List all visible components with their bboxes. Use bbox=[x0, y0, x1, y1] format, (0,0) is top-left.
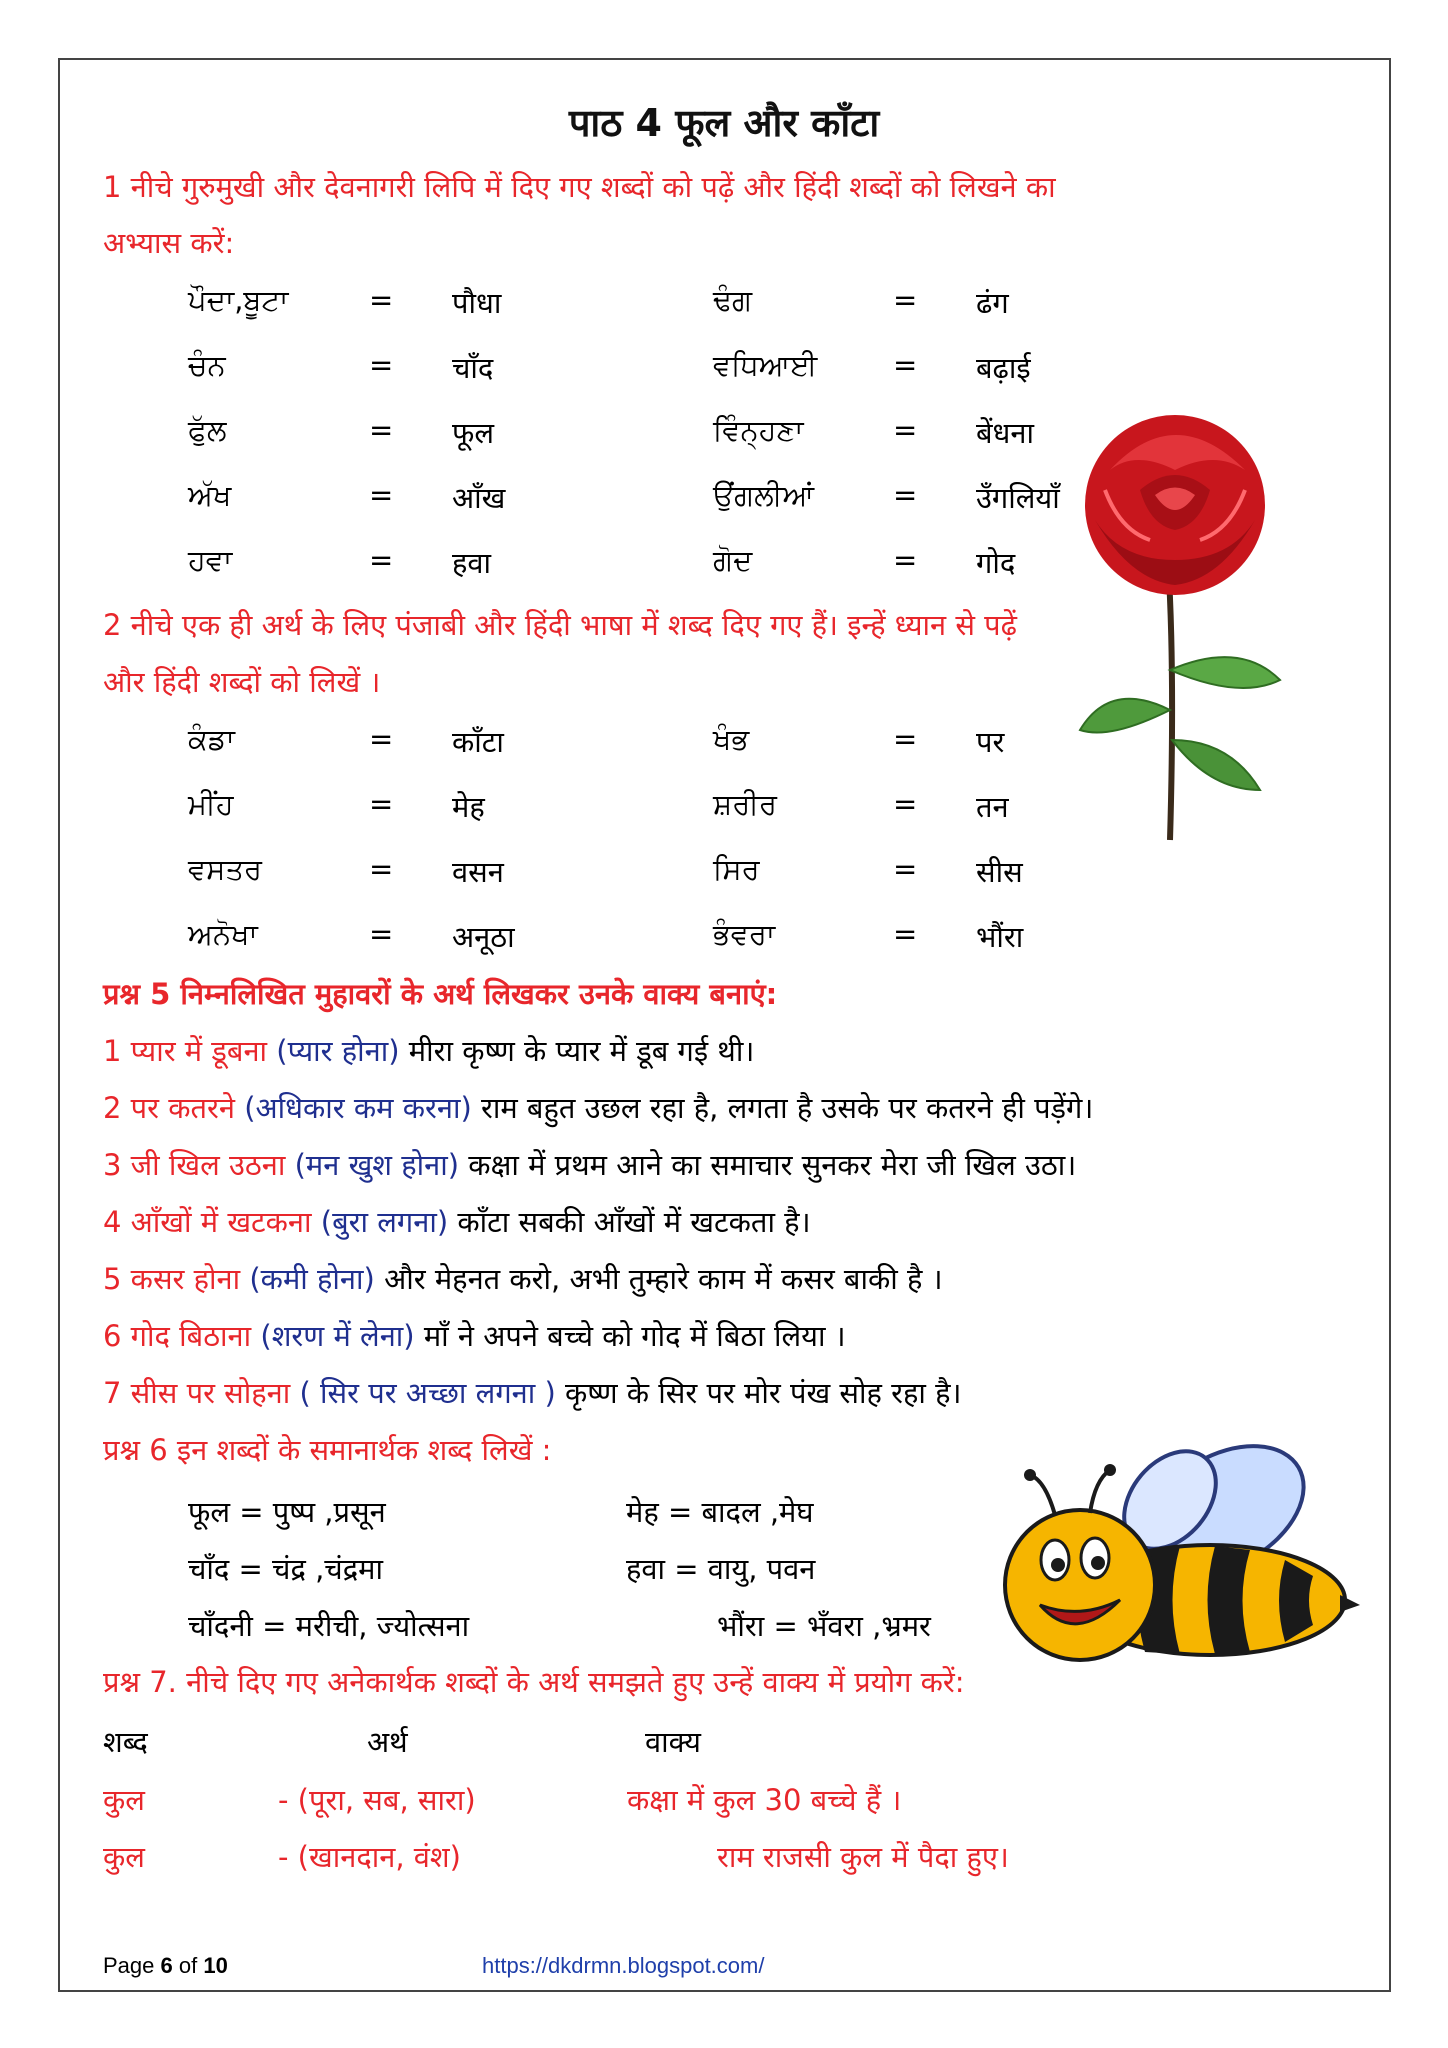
idiom: 2 पर कतरने bbox=[103, 1091, 235, 1125]
synonym-right: भौंरा = भँवरा ,भ्रमर bbox=[717, 1609, 931, 1643]
punjabi-word: ਅਨੋਖਾ bbox=[188, 917, 258, 951]
punjabi-word: ਵਸਤਰ bbox=[188, 852, 263, 886]
col-header-meaning: अर्थ bbox=[367, 1725, 408, 1759]
idiom-item bbox=[103, 1373, 962, 1413]
equals-sign: = bbox=[893, 787, 918, 821]
idiom-sentence: और मेहनत करो, अभी तुम्हारे काम में कसर बाकी है । bbox=[384, 1262, 943, 1296]
hindi-word: सीस bbox=[976, 855, 1023, 889]
idiom-sentence: कक्षा में प्रथम आने का समाचार सुनकर मेरा जी खिल उठा। bbox=[468, 1148, 1077, 1182]
punjabi-word: ਮੀਂਹ bbox=[188, 787, 234, 821]
hindi-word: गोद bbox=[976, 546, 1016, 580]
punjabi-word: ਅੱਖ bbox=[188, 478, 232, 512]
idiom-sentence: मीरा कृष्ण के प्यार में डूब गई थी। bbox=[408, 1034, 755, 1068]
page-total: 10 bbox=[203, 1953, 228, 1978]
page-prefix: Page bbox=[103, 1953, 161, 1978]
equals-sign: = bbox=[369, 478, 394, 512]
synonym-left: चाँद = चंद्र ,चंद्रमा bbox=[188, 1552, 383, 1586]
hindi-word: बढ़ाई bbox=[976, 351, 1031, 385]
homonym-sentence: कक्षा में कुल 30 बच्चे हैं । bbox=[627, 1783, 902, 1817]
equals-sign: = bbox=[369, 917, 394, 951]
punjabi-word: ਗੋਦ bbox=[713, 543, 753, 577]
homonym-meaning: - (पूरा, सब, सारा) bbox=[278, 1783, 476, 1817]
homonym-word: कुल bbox=[103, 1783, 145, 1817]
homonym-word: कुल bbox=[103, 1840, 145, 1874]
page-of: of bbox=[172, 1953, 204, 1978]
idiom-meaning: (कमी होना) bbox=[249, 1262, 375, 1296]
idiom-meaning: (मन खुश होना) bbox=[294, 1148, 460, 1182]
punjabi-word: ਸਿਰ bbox=[713, 852, 760, 886]
synonym-right: मेह = बादल ,मेघ bbox=[626, 1495, 814, 1529]
equals-sign: = bbox=[369, 722, 394, 756]
hindi-word: भौंरा bbox=[976, 920, 1024, 954]
idiom-item bbox=[103, 1088, 1093, 1128]
idiom-meaning: (शरण में लेना) bbox=[260, 1319, 415, 1353]
q5-heading: प्रश्न 5 निम्नलिखित मुहावरों के अर्थ लिखकर उनके वाक्य बनाएं: bbox=[103, 977, 778, 1011]
synonym-left: फूल = पुष्प ,प्रसून bbox=[188, 1495, 386, 1529]
q1-instruction-line1: 1 नीचे गुरुमुखी और देवनागरी लिपि में दिए गए शब्दों को पढ़ें और हिंदी शब्दों को लिखने का bbox=[103, 170, 1056, 204]
punjabi-word: ਵਧਿਆਈ bbox=[713, 348, 818, 382]
page-number bbox=[103, 1953, 228, 1979]
idiom-meaning: ( सिर पर अच्छा लगना ) bbox=[299, 1376, 556, 1410]
punjabi-word: ਉਂਗਲੀਆਂ bbox=[713, 478, 815, 512]
hindi-word: पर bbox=[976, 725, 1005, 759]
punjabi-word: ਖੰਭ bbox=[713, 722, 750, 756]
idiom: 1 प्यार में डूबना bbox=[103, 1034, 268, 1068]
col-header-sentence: वाक्य bbox=[645, 1725, 701, 1759]
equals-sign: = bbox=[893, 283, 918, 317]
hindi-word: बेंधना bbox=[976, 416, 1035, 450]
equals-sign: = bbox=[893, 917, 918, 951]
idiom-meaning: (अधिकार कम करना) bbox=[244, 1091, 472, 1125]
punjabi-word: ਪੌਦਾ,ਬੂਟਾ bbox=[188, 283, 289, 317]
homonym-meaning: - (खानदान, वंश) bbox=[278, 1840, 461, 1874]
equals-sign: = bbox=[893, 852, 918, 886]
idiom-meaning: (प्यार होना) bbox=[276, 1034, 400, 1068]
equals-sign: = bbox=[369, 348, 394, 382]
punjabi-word: ਸ਼ਰੀਰ bbox=[713, 787, 778, 821]
idiom: 5 कसर होना bbox=[103, 1262, 241, 1296]
hindi-word: आँख bbox=[452, 481, 506, 515]
equals-sign: = bbox=[369, 787, 394, 821]
bee-illustration bbox=[995, 1420, 1365, 1670]
punjabi-word: ਵਿੰਨ੍ਹਣਾ bbox=[713, 413, 804, 447]
equals-sign: = bbox=[893, 413, 918, 447]
hindi-word: काँटा bbox=[452, 725, 504, 759]
idiom-item bbox=[103, 1145, 1076, 1185]
q2-instruction-line2: और हिंदी शब्दों को लिखें । bbox=[103, 665, 381, 699]
idiom: 3 जी खिल उठना bbox=[103, 1148, 286, 1182]
equals-sign: = bbox=[369, 852, 394, 886]
synonym-left: चाँदनी = मरीची, ज्योत्सना bbox=[188, 1609, 470, 1643]
equals-sign: = bbox=[369, 283, 394, 317]
rose-illustration bbox=[1050, 410, 1330, 850]
synonym-right: हवा = वायु, पवन bbox=[626, 1552, 816, 1586]
hindi-word: मेह bbox=[452, 790, 485, 824]
hindi-word: ढंग bbox=[976, 286, 1009, 320]
equals-sign: = bbox=[893, 722, 918, 756]
idiom-sentence: राम बहुत उछल रहा है, लगता है उसके पर कतरने ही पड़ेंगे। bbox=[481, 1091, 1094, 1125]
hindi-word: वसन bbox=[452, 855, 504, 889]
punjabi-word: ਭੰਵਰਾ bbox=[713, 917, 776, 951]
idiom-sentence: कृष्ण के सिर पर मोर पंख सोह रहा है। bbox=[565, 1376, 962, 1410]
idiom: 7 सीस पर सोहना bbox=[103, 1376, 291, 1410]
equals-sign: = bbox=[369, 413, 394, 447]
punjabi-word: ਫੁੱਲ bbox=[188, 413, 227, 447]
punjabi-word: ਚੰਨ bbox=[188, 348, 226, 382]
idiom-item bbox=[103, 1031, 754, 1071]
idiom-sentence: काँटा सबकी आँखों में खटकता है। bbox=[457, 1205, 811, 1239]
hindi-word: तन bbox=[976, 790, 1009, 824]
punjabi-word: ਕੰਡਾ bbox=[188, 722, 235, 756]
equals-sign: = bbox=[893, 478, 918, 512]
equals-sign: = bbox=[893, 543, 918, 577]
page-current: 6 bbox=[160, 1953, 173, 1978]
homonym-sentence: राम राजसी कुल में पैदा हुए। bbox=[717, 1840, 1009, 1874]
punjabi-word: ਹਵਾ bbox=[188, 543, 233, 577]
punjabi-word: ਢੰਗ bbox=[713, 283, 753, 317]
idiom-meaning: (बुरा लगना) bbox=[320, 1205, 449, 1239]
hindi-word: उँगलियाँ bbox=[976, 481, 1060, 515]
equals-sign: = bbox=[369, 543, 394, 577]
idiom-item bbox=[103, 1259, 943, 1299]
idiom-sentence: माँ ने अपने बच्चे को गोद में बिठा लिया । bbox=[423, 1319, 846, 1353]
idiom: 4 आँखों में खटकना bbox=[103, 1205, 312, 1239]
hindi-word: हवा bbox=[452, 546, 492, 580]
q2-instruction-line1: 2 नीचे एक ही अर्थ के लिए पंजाबी और हिंदी भाषा में शब्द दिए गए हैं। इन्हें ध्यान से पढ़ें bbox=[103, 608, 1017, 642]
q1-instruction-line2: अभ्यास करें: bbox=[103, 226, 235, 260]
page-title: पाठ 4 फूल और काँटा bbox=[568, 101, 880, 145]
blog-link[interactable]: https://dkdrmn.blogspot.com/ bbox=[482, 1953, 765, 1978]
equals-sign: = bbox=[893, 348, 918, 382]
hindi-word: फूल bbox=[452, 416, 495, 450]
q7-heading: प्रश्न 7. नीचे दिए गए अनेकार्थक शब्दों के अर्थ समझते हुए उन्हें वाक्य में प्रयोग करें: bbox=[103, 1665, 965, 1699]
idiom-item bbox=[103, 1316, 846, 1356]
hindi-word: चाँद bbox=[452, 351, 494, 385]
idiom: 6 गोद बिठाना bbox=[103, 1319, 252, 1353]
hindi-word: पौधा bbox=[452, 286, 502, 320]
q6-heading: प्रश्न 6 इन शब्दों के समानार्थक शब्द लिखें : bbox=[103, 1433, 552, 1467]
col-header-word: शब्द bbox=[103, 1725, 148, 1759]
idiom-item bbox=[103, 1202, 811, 1242]
hindi-word: अनूठा bbox=[452, 920, 515, 954]
